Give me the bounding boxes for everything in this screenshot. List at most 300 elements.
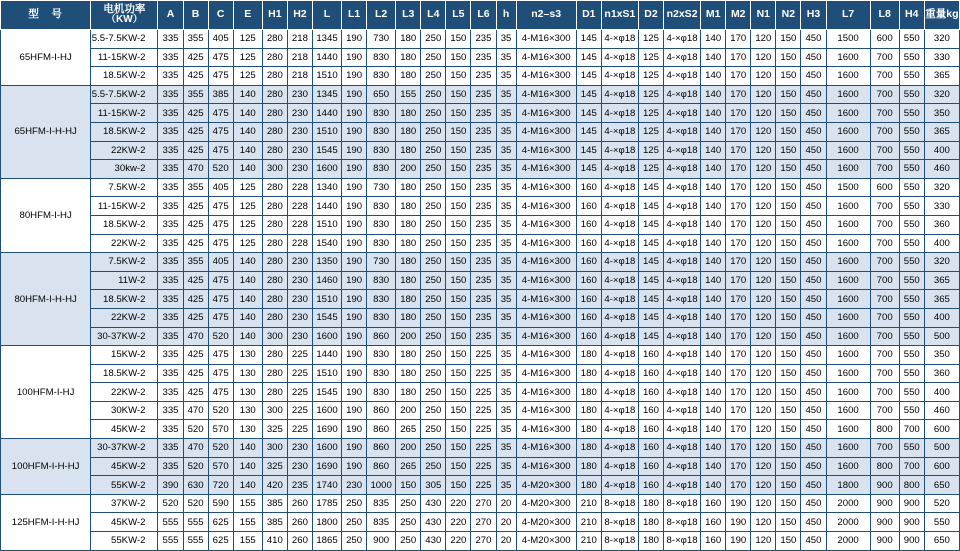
table-cell: 140 xyxy=(701,197,726,216)
table-cell: 280 xyxy=(262,104,287,123)
table-cell: 700 xyxy=(899,420,924,439)
table-cell: 4-×φ18 xyxy=(664,308,701,327)
table-row xyxy=(1,253,960,272)
table-cell: 35 xyxy=(496,30,516,49)
table-cell: 4-×φ18 xyxy=(601,327,638,346)
table-cell: 170 xyxy=(726,48,751,67)
table-cell: 140 xyxy=(701,327,726,346)
table-row xyxy=(1,420,960,439)
table-cell: 150 xyxy=(446,308,471,327)
table-cell: 335 xyxy=(158,234,183,253)
table-cell: 1350 xyxy=(312,253,341,272)
table-cell: 170 xyxy=(726,234,751,253)
motor-power-cell: 18.5KW-2 xyxy=(91,122,158,141)
table-cell: 1000 xyxy=(367,476,396,495)
table-cell: 555 xyxy=(183,513,208,532)
table-cell: 235 xyxy=(471,197,496,216)
table-cell: 1600 xyxy=(826,104,870,123)
table-cell: 170 xyxy=(726,364,751,383)
table-cell: 145 xyxy=(576,48,601,67)
motor-power-cell: 22KW-2 xyxy=(91,308,158,327)
table-cell: 2000 xyxy=(826,532,870,551)
table-cell: 160 xyxy=(638,439,663,458)
table-cell: 170 xyxy=(726,104,751,123)
table-cell: 4-M16×300 xyxy=(516,346,576,365)
table-cell: 450 xyxy=(801,364,826,383)
table-cell: 4-M16×300 xyxy=(516,457,576,476)
table-cell: 150 xyxy=(776,476,801,495)
table-cell: 140 xyxy=(233,308,262,327)
table-cell: 550 xyxy=(899,401,924,420)
table-cell: 155 xyxy=(396,85,421,104)
table-cell: 570 xyxy=(208,457,233,476)
table-cell: 150 xyxy=(776,290,801,309)
table-cell: 300 xyxy=(262,439,287,458)
table-cell: 120 xyxy=(751,290,776,309)
table-cell: 4-×φ18 xyxy=(601,308,638,327)
header-cell: B xyxy=(183,1,208,30)
table-cell: 150 xyxy=(776,439,801,458)
table-cell: 460 xyxy=(924,401,959,420)
table-cell: 265 xyxy=(396,420,421,439)
table-cell: 140 xyxy=(701,122,726,141)
table-cell: 4-M20×300 xyxy=(516,494,576,513)
table-cell: 140 xyxy=(701,290,726,309)
table-cell: 150 xyxy=(446,178,471,197)
table-cell: 550 xyxy=(899,383,924,402)
table-cell: 4-×φ18 xyxy=(601,104,638,123)
table-cell: 700 xyxy=(870,253,899,272)
table-cell: 4-×φ18 xyxy=(664,48,701,67)
motor-power-cell: 7.5KW-2 xyxy=(91,253,158,272)
table-cell: 700 xyxy=(870,234,899,253)
table-cell: 190 xyxy=(342,122,367,141)
table-cell: 140 xyxy=(701,346,726,365)
table-cell: 230 xyxy=(287,104,312,123)
table-cell: 170 xyxy=(726,439,751,458)
table-cell: 160 xyxy=(576,253,601,272)
table-cell: 355 xyxy=(183,85,208,104)
table-cell: 730 xyxy=(367,30,396,49)
table-cell: 140 xyxy=(701,457,726,476)
table-cell: 4-×φ18 xyxy=(664,67,701,86)
model-cell: 80HFM-I-HJ xyxy=(1,178,91,252)
table-cell: 1510 xyxy=(312,290,341,309)
table-cell: 180 xyxy=(576,346,601,365)
motor-power-cell: 30kw-2 xyxy=(91,160,158,179)
table-cell: 170 xyxy=(726,67,751,86)
table-cell: 200 xyxy=(396,401,421,420)
table-cell: 120 xyxy=(751,253,776,272)
table-cell: 160 xyxy=(576,215,601,234)
table-cell: 150 xyxy=(446,439,471,458)
table-cell: 160 xyxy=(638,364,663,383)
table-cell: 425 xyxy=(183,67,208,86)
table-cell: 120 xyxy=(751,346,776,365)
table-cell: 450 xyxy=(801,346,826,365)
table-cell: 35 xyxy=(496,290,516,309)
table-cell: 700 xyxy=(870,160,899,179)
table-cell: 140 xyxy=(701,383,726,402)
table-cell: 150 xyxy=(446,476,471,495)
table-cell: 4-×φ18 xyxy=(601,178,638,197)
table-cell: 155 xyxy=(233,513,262,532)
table-cell: 180 xyxy=(576,364,601,383)
table-cell: 1545 xyxy=(312,308,341,327)
table-cell: 900 xyxy=(367,532,396,551)
header-cell-model xyxy=(1,1,91,30)
table-cell: 170 xyxy=(726,327,751,346)
table-cell: 8-×φ18 xyxy=(601,532,638,551)
table-cell: 4-×φ18 xyxy=(664,30,701,49)
table-cell: 625 xyxy=(208,532,233,551)
table-cell: 160 xyxy=(701,532,726,551)
table-cell: 450 xyxy=(801,141,826,160)
table-cell: 520 xyxy=(158,494,183,513)
header-cell: L1 xyxy=(342,1,367,30)
header-cell: n2–s3 xyxy=(516,1,576,30)
table-cell: 150 xyxy=(446,122,471,141)
table-row xyxy=(1,439,960,458)
motor-power-cell: 18.5KW-2 xyxy=(91,67,158,86)
table-cell: 600 xyxy=(870,30,899,49)
table-cell: 250 xyxy=(421,253,446,272)
table-cell: 520 xyxy=(208,401,233,420)
table-cell: 190 xyxy=(726,494,751,513)
table-cell: 1600 xyxy=(312,401,341,420)
table-cell: 190 xyxy=(342,30,367,49)
table-cell: 225 xyxy=(471,439,496,458)
table-cell: 35 xyxy=(496,346,516,365)
table-cell: 520 xyxy=(208,160,233,179)
table-cell: 450 xyxy=(801,420,826,439)
table-cell: 145 xyxy=(638,178,663,197)
motor-power-cell: 18.5KW-2 xyxy=(91,215,158,234)
table-cell: 250 xyxy=(421,160,446,179)
motor-power-cell: 30KW-2 xyxy=(91,401,158,420)
table-cell: 180 xyxy=(396,122,421,141)
table-cell: 150 xyxy=(446,67,471,86)
motor-power-cell: 30-37KW-2 xyxy=(91,439,158,458)
table-cell: 150 xyxy=(776,513,801,532)
table-cell: 220 xyxy=(446,513,471,532)
table-cell: 190 xyxy=(726,513,751,532)
table-cell: 335 xyxy=(158,439,183,458)
motor-power-cell: 22KW-2 xyxy=(91,383,158,402)
table-cell: 860 xyxy=(367,401,396,420)
table-cell: 150 xyxy=(776,346,801,365)
table-cell: 4-×φ18 xyxy=(664,327,701,346)
table-cell: 335 xyxy=(158,67,183,86)
table-cell: 2000 xyxy=(826,513,870,532)
table-cell: 190 xyxy=(342,253,367,272)
table-cell: 225 xyxy=(287,401,312,420)
table-cell: 430 xyxy=(421,513,446,532)
header-cell: L7 xyxy=(826,1,870,30)
table-cell: 150 xyxy=(446,457,471,476)
table-cell: 235 xyxy=(471,234,496,253)
table-cell: 4-M16×300 xyxy=(516,308,576,327)
table-row xyxy=(1,215,960,234)
table-cell: 235 xyxy=(471,30,496,49)
table-cell: 180 xyxy=(396,364,421,383)
table-cell: 4-×φ18 xyxy=(664,439,701,458)
table-cell: 140 xyxy=(233,141,262,160)
table-cell: 20 xyxy=(496,532,516,551)
table-cell: 280 xyxy=(262,215,287,234)
table-cell: 700 xyxy=(899,457,924,476)
table-cell: 150 xyxy=(776,327,801,346)
header-cell-motor-power xyxy=(91,1,158,30)
table-row xyxy=(1,160,960,179)
table-cell: 835 xyxy=(367,513,396,532)
table-cell: 425 xyxy=(183,290,208,309)
table-cell: 1440 xyxy=(312,104,341,123)
table-cell: 305 xyxy=(421,476,446,495)
table-cell: 140 xyxy=(701,271,726,290)
table-cell: 120 xyxy=(751,513,776,532)
table-cell: 280 xyxy=(262,197,287,216)
table-cell: 130 xyxy=(233,346,262,365)
table-cell: 250 xyxy=(421,85,446,104)
table-cell: 180 xyxy=(638,494,663,513)
table-cell: 360 xyxy=(924,364,959,383)
table-cell: 170 xyxy=(726,308,751,327)
table-row xyxy=(1,532,960,551)
table-cell: 700 xyxy=(870,67,899,86)
table-cell: 400 xyxy=(924,234,959,253)
table-cell: 1600 xyxy=(826,364,870,383)
table-cell: 4-×φ18 xyxy=(601,197,638,216)
table-cell: 550 xyxy=(899,178,924,197)
table-cell: 35 xyxy=(496,67,516,86)
table-cell: 355 xyxy=(183,30,208,49)
table-cell: 35 xyxy=(496,197,516,216)
table-cell: 8-×φ18 xyxy=(664,532,701,551)
table-cell: 180 xyxy=(638,513,663,532)
table-cell: 470 xyxy=(183,160,208,179)
table-cell: 180 xyxy=(576,420,601,439)
table-cell: 145 xyxy=(638,253,663,272)
table-cell: 140 xyxy=(701,141,726,160)
table-cell: 270 xyxy=(471,513,496,532)
table-cell: 1600 xyxy=(826,308,870,327)
table-cell: 250 xyxy=(342,494,367,513)
table-cell: 1865 xyxy=(312,532,341,551)
table-cell: 2000 xyxy=(826,494,870,513)
table-cell: 320 xyxy=(924,85,959,104)
table-cell: 900 xyxy=(870,494,899,513)
table-cell: 550 xyxy=(899,48,924,67)
table-cell: 475 xyxy=(208,48,233,67)
table-cell: 4-×φ18 xyxy=(601,290,638,309)
table-cell: 8-×φ18 xyxy=(601,513,638,532)
table-cell: 700 xyxy=(870,439,899,458)
table-cell: 230 xyxy=(287,327,312,346)
table-cell: 4-M16×300 xyxy=(516,439,576,458)
table-cell: 130 xyxy=(233,364,262,383)
table-cell: 140 xyxy=(233,122,262,141)
table-cell: 145 xyxy=(576,160,601,179)
table-cell: 1600 xyxy=(826,85,870,104)
table-cell: 470 xyxy=(183,327,208,346)
table-cell: 700 xyxy=(870,215,899,234)
table-cell: 1345 xyxy=(312,30,341,49)
table-cell: 150 xyxy=(446,364,471,383)
table-cell: 125 xyxy=(233,234,262,253)
table-cell: 330 xyxy=(924,48,959,67)
table-cell: 120 xyxy=(751,141,776,160)
table-cell: 235 xyxy=(471,327,496,346)
table-cell: 450 xyxy=(801,383,826,402)
table-cell: 145 xyxy=(638,327,663,346)
table-cell: 220 xyxy=(446,494,471,513)
table-cell: 235 xyxy=(471,67,496,86)
model-cell: 80HFM-I-H-HJ xyxy=(1,253,91,346)
table-cell: 425 xyxy=(183,383,208,402)
table-cell: 140 xyxy=(233,457,262,476)
table-cell: 450 xyxy=(801,457,826,476)
table-cell: 225 xyxy=(471,346,496,365)
table-cell: 280 xyxy=(262,30,287,49)
table-cell: 4-×φ18 xyxy=(664,420,701,439)
table-cell: 170 xyxy=(726,141,751,160)
table-cell: 145 xyxy=(638,234,663,253)
table-cell: 550 xyxy=(899,197,924,216)
table-cell: 830 xyxy=(367,308,396,327)
table-cell: 430 xyxy=(421,532,446,551)
table-cell: 145 xyxy=(576,104,601,123)
table-cell: 1600 xyxy=(826,197,870,216)
table-cell: 35 xyxy=(496,420,516,439)
table-cell: 120 xyxy=(751,420,776,439)
table-cell: 160 xyxy=(576,290,601,309)
table-cell: 250 xyxy=(421,439,446,458)
motor-power-cell: 15KW-2 xyxy=(91,346,158,365)
table-cell: 450 xyxy=(801,48,826,67)
table-cell: 450 xyxy=(801,476,826,495)
table-cell: 120 xyxy=(751,85,776,104)
table-row xyxy=(1,271,960,290)
table-cell: 225 xyxy=(471,420,496,439)
table-cell: 4-M16×300 xyxy=(516,67,576,86)
table-cell: 550 xyxy=(899,346,924,365)
table-cell: 280 xyxy=(262,85,287,104)
header-cell: C xyxy=(208,1,233,30)
header-cell: L xyxy=(312,1,341,30)
table-cell: 150 xyxy=(776,271,801,290)
table-cell: 120 xyxy=(751,364,776,383)
table-cell: 335 xyxy=(158,308,183,327)
table-cell: 520 xyxy=(208,327,233,346)
table-cell: 140 xyxy=(233,104,262,123)
header-cell: L2 xyxy=(367,1,396,30)
table-cell: 125 xyxy=(233,178,262,197)
table-cell: 140 xyxy=(701,160,726,179)
table-cell: 170 xyxy=(726,197,751,216)
table-cell: 470 xyxy=(183,401,208,420)
table-cell: 150 xyxy=(776,383,801,402)
motor-power-cell: 18.5KW-2 xyxy=(91,290,158,309)
table-cell: 4-M16×300 xyxy=(516,141,576,160)
table-cell: 1600 xyxy=(826,160,870,179)
table-cell: 550 xyxy=(899,141,924,160)
table-row xyxy=(1,457,960,476)
table-cell: 1460 xyxy=(312,271,341,290)
table-cell: 140 xyxy=(701,439,726,458)
table-cell: 1600 xyxy=(826,383,870,402)
table-cell: 4-×φ18 xyxy=(601,160,638,179)
model-cell: 100HFM-I-H-HJ xyxy=(1,439,91,495)
table-cell: 140 xyxy=(701,364,726,383)
table-cell: 160 xyxy=(638,346,663,365)
table-cell: 4-×φ18 xyxy=(601,141,638,160)
table-cell: 700 xyxy=(870,271,899,290)
table-cell: 335 xyxy=(158,420,183,439)
table-cell: 700 xyxy=(870,383,899,402)
table-cell: 1545 xyxy=(312,383,341,402)
table-cell: 1510 xyxy=(312,364,341,383)
table-cell: 830 xyxy=(367,141,396,160)
table-cell: 425 xyxy=(183,308,208,327)
table-cell: 140 xyxy=(701,420,726,439)
table-cell: 170 xyxy=(726,30,751,49)
table-cell: 35 xyxy=(496,234,516,253)
table-cell: 475 xyxy=(208,271,233,290)
table-cell: 180 xyxy=(396,67,421,86)
table-cell: 500 xyxy=(924,439,959,458)
table-cell: 250 xyxy=(396,532,421,551)
table-cell: 250 xyxy=(421,364,446,383)
table-cell: 4-×φ18 xyxy=(664,178,701,197)
table-cell: 600 xyxy=(870,178,899,197)
table-cell: 8-×φ18 xyxy=(664,513,701,532)
header-cell: L5 xyxy=(446,1,471,30)
table-cell: 150 xyxy=(446,271,471,290)
table-cell: 230 xyxy=(287,85,312,104)
table-cell: 475 xyxy=(208,383,233,402)
table-cell: 280 xyxy=(262,48,287,67)
table-cell: 4-×φ18 xyxy=(601,401,638,420)
table-cell: 280 xyxy=(262,383,287,402)
table-cell: 830 xyxy=(367,48,396,67)
table-cell: 320 xyxy=(924,253,959,272)
table-cell: 120 xyxy=(751,308,776,327)
table-cell: 405 xyxy=(208,178,233,197)
table-cell: 150 xyxy=(446,401,471,420)
table-cell: 650 xyxy=(924,532,959,551)
header-cell: H1 xyxy=(262,1,287,30)
table-cell: 1500 xyxy=(826,178,870,197)
table-cell: 250 xyxy=(421,271,446,290)
table-cell: 4-×φ18 xyxy=(601,271,638,290)
table-cell: 250 xyxy=(421,122,446,141)
table-cell: 570 xyxy=(208,420,233,439)
table-cell: 830 xyxy=(367,364,396,383)
table-cell: 860 xyxy=(367,457,396,476)
table-cell: 125 xyxy=(638,104,663,123)
table-cell: 555 xyxy=(158,513,183,532)
table-cell: 145 xyxy=(576,141,601,160)
header-cell: n1xS1 xyxy=(601,1,638,30)
table-row xyxy=(1,494,960,513)
table-cell: 1600 xyxy=(826,67,870,86)
table-cell: 250 xyxy=(421,420,446,439)
table-cell: 140 xyxy=(701,476,726,495)
table-cell: 160 xyxy=(638,420,663,439)
table-cell: 300 xyxy=(262,160,287,179)
table-cell: 190 xyxy=(342,346,367,365)
